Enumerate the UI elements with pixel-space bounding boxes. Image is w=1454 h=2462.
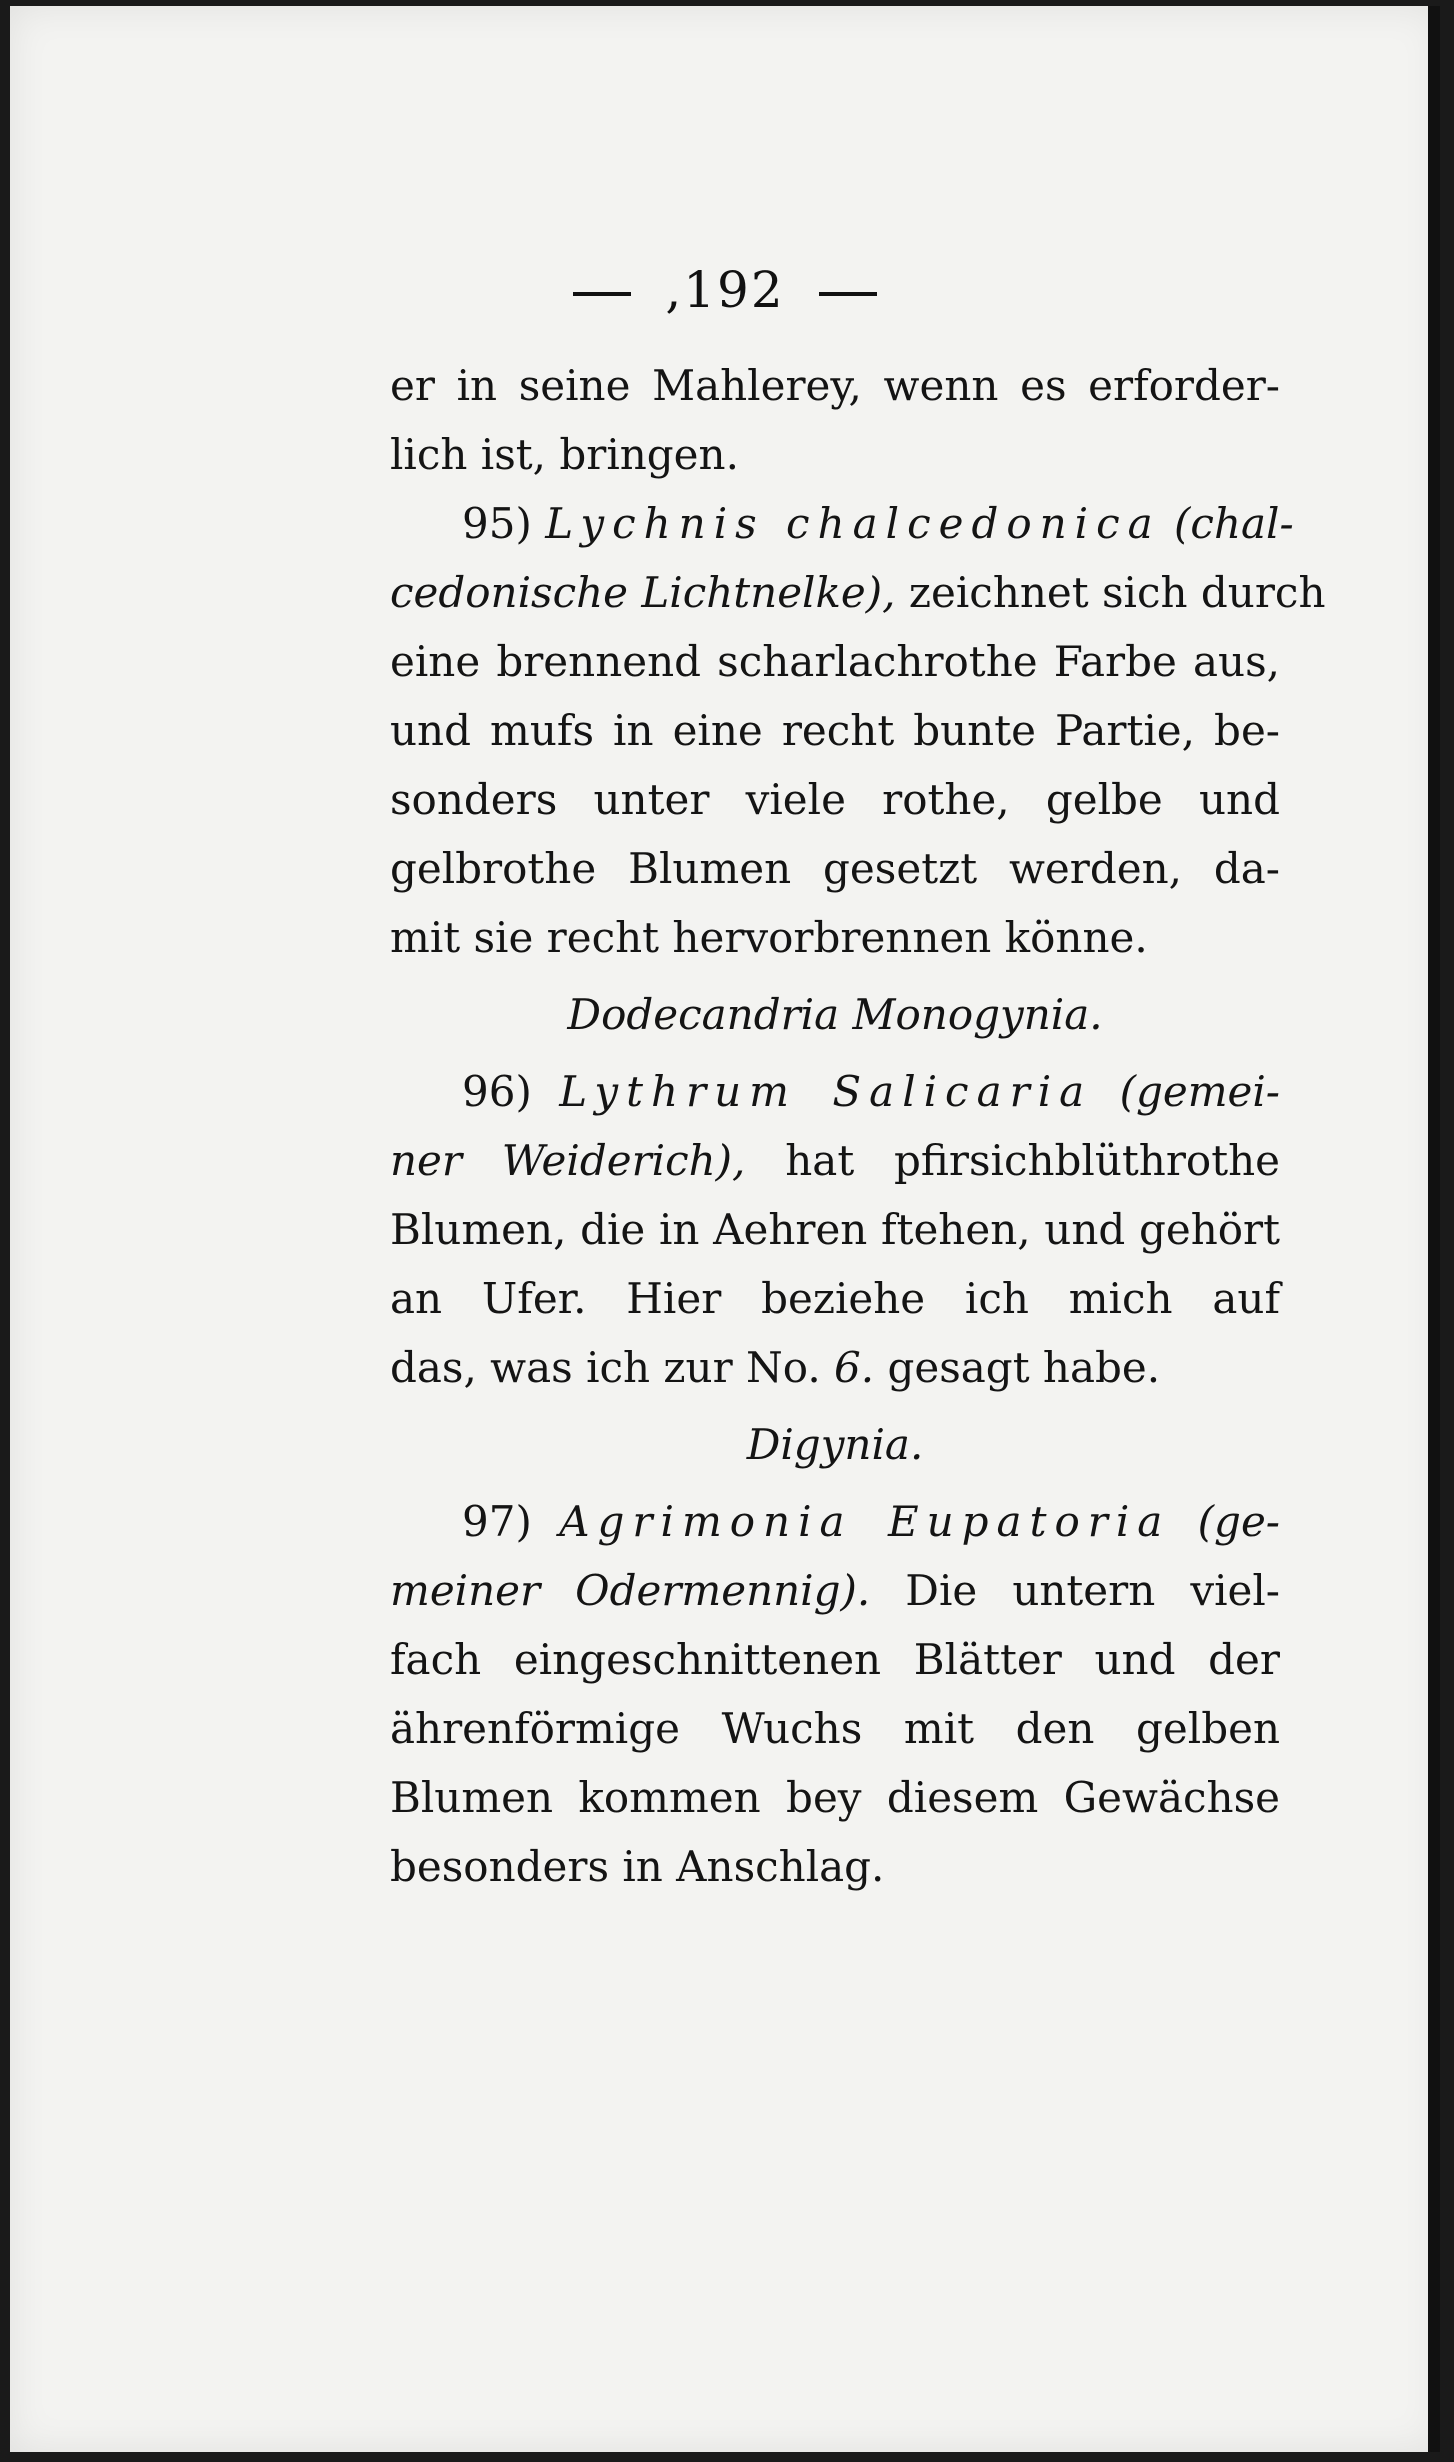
text-line: sonders unter viele rothe, gelbe und	[390, 775, 1280, 824]
text-line: fach eingeschnittenen Blätter und der	[390, 1635, 1280, 1684]
entry-number: 96)	[462, 1067, 532, 1116]
page-edge-shadow	[1428, 6, 1440, 2452]
common-name: (chal-	[1174, 499, 1294, 548]
entry-95-first-line	[390, 489, 1294, 558]
text-line: Blumen, die in Aehren ftehen, und gehört	[390, 1205, 1280, 1254]
entry-96-first-line	[390, 1057, 1280, 1126]
section-heading: Digynia.	[746, 1420, 924, 1469]
species-name: Lychnis chalcedonica	[545, 499, 1161, 548]
text-line: mit sie recht hervorbrennen könne.	[390, 913, 1148, 962]
text-line: Blumen kommen bey diesem Gewächse	[390, 1773, 1280, 1822]
text-line	[390, 1556, 1280, 1625]
common-name: (gemei-	[1119, 1067, 1280, 1116]
header-dash-left	[573, 292, 631, 296]
text-line: und mufs in eine recht bunte Partie, be-	[390, 706, 1280, 755]
book-page	[10, 6, 1440, 2452]
text-fragment: hat pfirsichblüthrothe	[745, 1136, 1280, 1185]
common-name: cedonische Lichtnelke),	[390, 568, 896, 617]
section-heading: Dodecandria Monogynia.	[567, 990, 1103, 1039]
text-fragment: das, was ich zur No.	[390, 1343, 835, 1392]
text-line	[390, 1126, 1280, 1195]
page-header	[10, 261, 1440, 319]
entry-number: 97)	[462, 1497, 532, 1546]
text-line: an Ufer. Hier beziehe ich mich auf	[390, 1274, 1280, 1323]
common-name: ner Weiderich),	[390, 1136, 746, 1185]
text-line	[390, 1333, 1280, 1402]
header-dash-right	[819, 292, 877, 296]
common-name: (ge-	[1197, 1497, 1280, 1546]
text-line: gelbrothe Blumen gesetzt werden, da-	[390, 844, 1280, 893]
species-name: Lythrum Salicaria	[559, 1067, 1093, 1116]
text-line: er in seine Mahlerey, wenn es erforder-	[390, 361, 1280, 410]
entry-number: 95)	[462, 499, 532, 548]
common-name: meiner Odermennig).	[390, 1566, 871, 1615]
text-fragment: Die untern viel-	[870, 1566, 1280, 1615]
text-line: lich ist, bringen.	[390, 430, 739, 479]
text-fragment: zeichnet sich durch	[895, 568, 1326, 617]
text-line: eine brennend scharlachrothe Farbe aus,	[390, 637, 1280, 686]
text-fragment: gesagt habe.	[874, 1343, 1161, 1392]
species-name: Agrimonia Eupatoria	[559, 1497, 1171, 1546]
text-line: besonders in Anschlag.	[390, 1842, 885, 1891]
page-number: ,192	[665, 261, 785, 319]
text-line	[390, 558, 1326, 627]
body-text	[390, 351, 1326, 1901]
entry-97-first-line	[390, 1487, 1280, 1556]
reference-number: 6.	[834, 1343, 875, 1392]
text-line: ährenförmige Wuchs mit den gelben	[390, 1704, 1280, 1753]
